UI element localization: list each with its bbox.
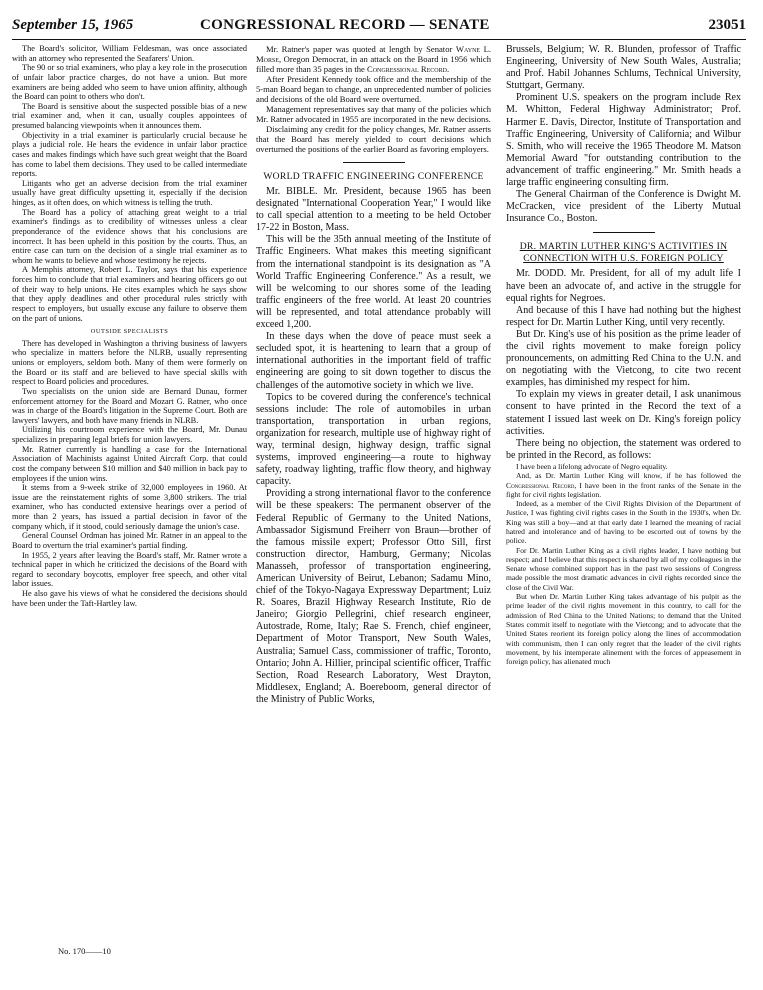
paragraph: Management representatives say that many of the policies which Mr. Ratner advocated in 1955 are incorporated in the new decisions. [256, 104, 491, 125]
paragraph: Mr. Ratner's paper was quoted at length by Senator Wayne L. Morse, Oregon Democrat, in an attack on the Board in 1956 which filled more than 35 pages in the Congressional Record. [256, 44, 491, 75]
paragraph: And because of this I have had nothing but the highest respect for Dr. Martin Luther King, until very recently. [506, 304, 741, 328]
paragraph: He also gave his views of what he considered the decisions should have been under the Taft-Hartley law. [12, 589, 247, 608]
paragraph: After President Kennedy took office and the membership of the 5-man Board began to change, an unprecedented number of policies and decisions of the old Board were overturned. [256, 74, 491, 105]
header-rule [12, 39, 746, 40]
paragraph: Utilizing his courtroom experience with the Board, Mr. Dunau specializes in preparing legal briefs for union lawyers. [12, 425, 247, 444]
statement-paragraph: For Dr. Martin Luther King as a civil rights leader, I have nothing but respect; and I believe that this respect is shared by all of my colleagues in the Senate whose combined support has in the past two sessions of Congress made possible the most dramatic advances in civil rights recorded since the close of the Civil War. [506, 545, 741, 592]
paragraph: This will be the 35th annual meeting of the Institute of Traffic Engineers. What makes this meeting significant from the international standpoint is its designation as "A World Traffic Engineering Conference." As a result, we will be welcoming to our shores some of the leading traffic engineers of the free world. At least 20 countries will be represented, and total attendance probably will exceed 1,200. [256, 234, 491, 331]
statement-paragraph: Indeed, as a member of the Civil Rights Division of the Department of Justice, I was fighting civil rights cases in the South in the 1930's, when Dr. King was still a boy—and at that early date I learned the meaning of racial hatred and intolerance and of having to be escorted out of towns by the police. [506, 499, 741, 546]
paragraph: In these days when the dove of peace must seek a secluded spot, it is heartening to learn that a group of international authorities in the important field of traffic engineering are going to sit down together to discus the challenges of the automotive society in which we live. [256, 331, 491, 391]
column-2 [256, 44, 491, 706]
section-title-traffic-conference: WORLD TRAFFIC ENGINEERING CONFERENCE [263, 170, 484, 182]
paragraph: There being no objection, the statement was ordered to be printed in the Record, as follows: [506, 437, 741, 461]
header-date: September 15, 1965 [12, 17, 134, 33]
paragraph: To explain my views in greater detail, I ask unanimous consent to have printed in the Record the text of a statement I issued last week on Dr. King's foreign policy activities. [506, 389, 741, 437]
paragraph: Disclaiming any credit for the policy changes, Mr. Ratner asserts that the Board has merely yielded to court decisions which overturned the positions of the earlier Board as favoring employers. [256, 124, 491, 155]
paragraph: The Board's solicitor, William Feldesman, was once associated with an attorney who represented the Seafarers' Union. [12, 44, 247, 63]
statement-paragraph: I have been a lifelong advocate of Negro equality. [516, 461, 668, 471]
paragraph: Prominent U.S. speakers on the program include Rex M. Whitton, Federal Highway Administrator; Prof. Harmer E. Davis, Director, Institute of Transportation and Traffic Engineering, University of California; and Wilbur S. Smith, who will receive the 1965 Theodore M. Matson Memorial Award "for outstanding contribution to the advancement of traffic engineering." Mr. Smith heads a large traffic engineering consulting firm. [506, 92, 741, 189]
paragraph: Mr. DODD. Mr. President, for all of my adult life I have been an advocate of, and active in the struggle for equal rights for Negroes. [506, 268, 741, 304]
paragraph: It stems from a 9-week strike of 32,000 employees in 1960. At issue are the reinstatement rights of some 3,800 strikers. The trial examiner, who has conducted extensive hearings over a period of more than 2 years, has issued a partial decision in favor of the company which, if it stood, could seriously damage the union's case. [12, 483, 247, 531]
paragraph: Litigants who get an adverse decision from the trial examiner usually have great difficulty upsetting it, especially if the decision hinges, as it often does, on which witness is telling the truth. [12, 178, 247, 207]
paragraph: The Board has a policy of attaching great weight to a trial examiner's findings as to credibility of witnesses unless a clear preponderance of the evidence shows that his conclusions are incorrect. It has been upheld in this position by the courts. Thus, an entire case can turn on the decision of a single trial examiner as to whom he wants to believe and whose testimony he rejects. [12, 207, 247, 265]
column-3 [506, 44, 741, 666]
record-name: Congressional Record [366, 64, 447, 75]
paragraph: The Board is sensitive about the suspected possible bias of a new trial examiner and, when it can, usually couples appointees of presumed balancing viewpoints when it announces them. [12, 101, 247, 130]
record-name: Congressional Record [506, 480, 575, 490]
paragraph: But Dr. King's use of his position as the prime leader of the civil rights movement to make foreign policy pronouncements, on admitting Red China to the U.N. and on negotiating with the Vietcong, to cite two recent examples, has diminished my respect for him. [506, 328, 741, 389]
paragraph: A Memphis attorney, Robert L. Taylor, says that his experience forces him to conclude that trial examiners and hearing officers go out of their way to help unions. He cites examples which he says show that they apply deadlines and other procedural rules strictly with respect to employers, but usually excuse any failure to observe them on the part of unions. [12, 265, 247, 323]
section-divider [343, 162, 405, 163]
section-divider [593, 232, 655, 233]
header-title: CONGRESSIONAL RECORD — SENATE [200, 17, 490, 33]
paragraph: Two specialists on the union side are Bernard Dunau, former enforcement attorney for the Board and Mozart G. Ratner, who once was in charge of the Board's litigation in the Supreme Court. Both are lawyers' lawyers, and both have many friends in NLRB. [12, 386, 247, 425]
paragraph: The General Chairman of the Conference is Dwight M. McCracken, vice president of the Liberty Mutual Insurance Co., Boston. [506, 189, 741, 225]
paragraph: Mr. Ratner currently is handling a case for the International Association of Machinists against United Aircraft Corp. that could cost the company between $10 million and $40 million in back pay to employees if the union wins. [12, 444, 247, 483]
statement-paragraph: And, as Dr. Martin Luther King will know, if he has followed the Congressional Record, I have been in the front ranks of the Senate in the fight for civil rights legislation. [506, 471, 741, 499]
paragraph: The 90 or so trial examiners, who play a key role in the prosecution of unfair labor practice charges, do not have a union. But more examiners are being added who seem to have union affinity, although the Board can point to others who don't. [12, 63, 247, 102]
paragraph: Mr. BIBLE. Mr. President, because 1965 has been designated "International Cooperation Year," I would like to call special attention to a meeting to be held October 17-22 in Boston, Mass. [256, 186, 491, 234]
section-title-king-activities: DR. MARTIN LUTHER KING'S ACTIVITIES IN CONNECTION WITH U.S. FOREIGN POLICY [519, 241, 728, 264]
paragraph: Topics to be covered during the conference's technical sessions include: The role of automobiles in urban transportation, transportation in urban regions, organization for research, multiple use of highway right of way, terminal design, highway design, traffic signal systems, improved engineering—a route to highway safety, roadway lighting, traffic flow theory, and highway capacity. [256, 391, 491, 488]
statement-paragraph: But when Dr. Martin Luther King takes advantage of his pulpit as the prime leader of the civil rights movement in this country, to call for the admission of Red China to the United Nations; to demand that the United States commit itself to negotiate with the Vietcong; and to advocate that the United States reorient its foreign policy along the lines of accommodation with communism, then I can only regret that the leader of the civil rights movement, by his intemperate alinement with the forces of appeasement in foreign policy, has alienated much [506, 592, 741, 667]
paragraph: Brussels, Belgium; W. R. Blunden, professor of Traffic Engineering, University of New South Wales, Australia; and Prof. Habil Johannes Schlums, Technical University, Stuttgart, Germany. [506, 44, 741, 92]
issue-number: No. 170——10 [58, 946, 111, 956]
paragraph: Providing a strong international flavor to the conference will be these speakers: The permanent observer of the Federal Republic of Germany to the United Nations, Ambassador Sigismund Freiherr von Braun—brother of the famous missile expert; Professor Otto Sill, first construction director, Hamburg, Germany; Nicolas Manasseh, professor of transportation engineering, American University of Beirut, Lebanon; Sadamu Mino, chief of the Tokyo-Nagaya Expressway Department; Luiz R. Soares, Brazil Highway Research Institute, Rio de Janeiro; Giorgio Pellegrini, chief research engineer, Autostrade, Rome, Italy; Rae S. French, chief engineer, Department of Motor Transport, New South Wales, Australia; Samuel Cass, commissioner of traffic, Toronto, Ontario; John A. Hillier, principal scientific officer, Traffic Section, Road Research Laboratory, West Drayton, Middlesex, England; A. Boereboom, general director of the Ministry of Public Works, [256, 488, 491, 705]
subheading-outside-specialists: OUTSIDE SPECIALISTS [90, 328, 169, 336]
senator-name: Wayne L. Morse [256, 44, 491, 65]
column-1 [12, 44, 247, 608]
header-page-number: 23051 [708, 17, 746, 33]
paragraph: There has developed in Washington a thriving business of lawyers who specialize in matters before the NLRB, usually representing unions or employers, seldom both. Many of them were formerly on the Board or its staff and are believed to have special skills with respect to Board policies and procedures. [12, 338, 247, 387]
paragraph: Objectivity in a trial examiner is particularly crucial because he plays a judicial role. He hears the evidence in unfair labor practice cases and makes findings which have such great weight that the Board has come to label them decisions. They used to be called intermediate reports. [12, 130, 247, 179]
paragraph: General Counsel Ordman has joined Mr. Ratner in an appeal to the Board to overturn the trial examiner's partial finding. [12, 531, 247, 550]
paragraph: In 1955, 2 years after leaving the Board's staff, Mr. Ratner wrote a technical paper in which he criticized the decisions of the Board with regard to secondary boycotts, employer free speech, and other vital labor issues. [12, 550, 247, 589]
